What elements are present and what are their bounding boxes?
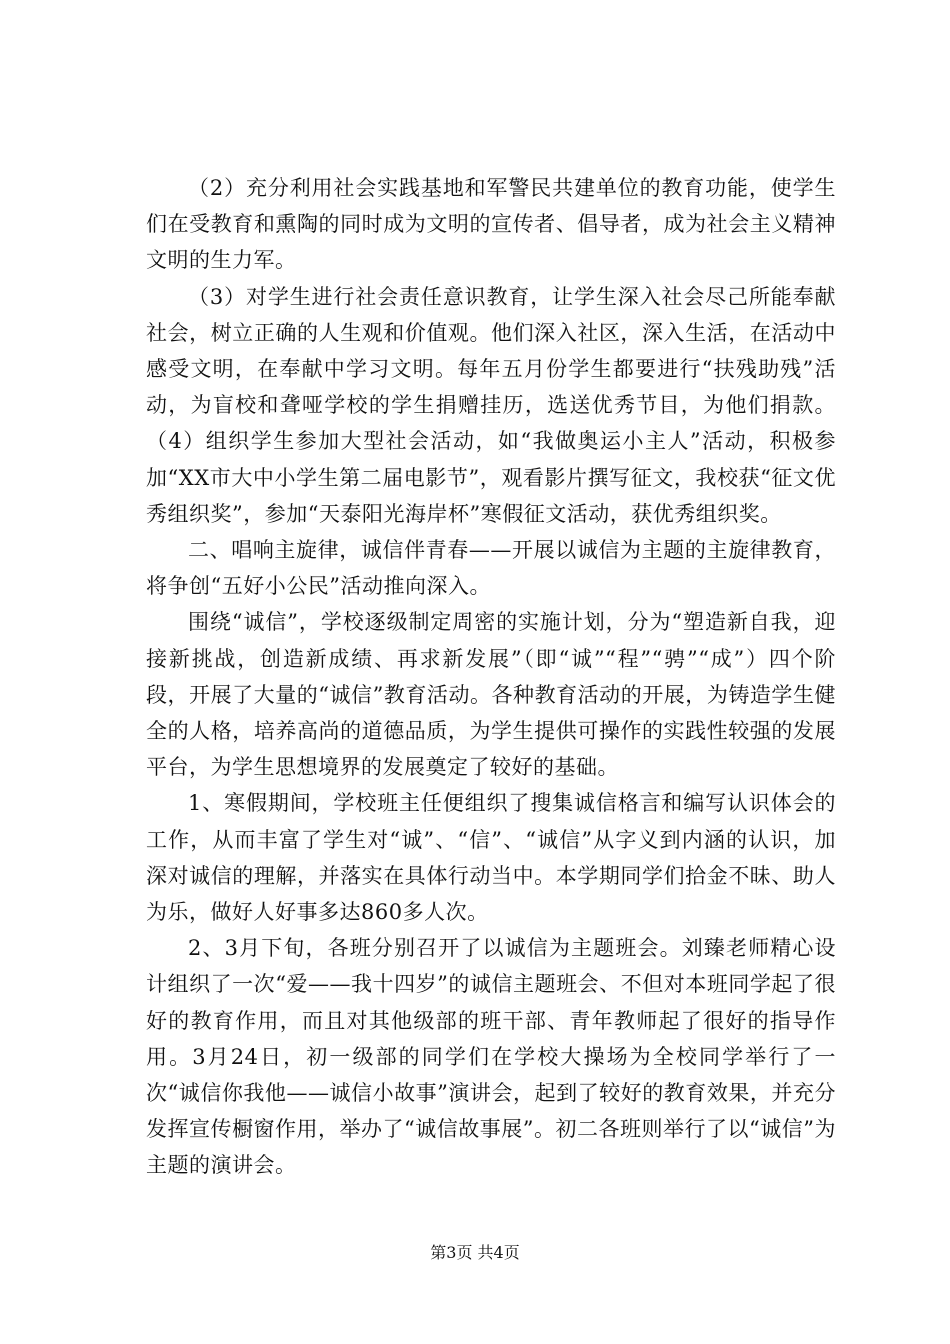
document-body <box>146 170 836 1184</box>
paragraph-social-practice-base: （2）充分利用社会实践基地和军警民共建单位的教育功能，使学生们在受教育和熏陶的同时成为文明的宣传者、倡导者，成为社会主义精神文明的生力军。 <box>146 176 836 273</box>
paragraph-social-responsibility: （3）对学生进行社会责任意识教育，让学生深入社会尽己所能奉献社会，树立正确的人生观和价值观。他们深入社区，深入生活，在活动中感受文明，在奉献中学习文明。每年五月份学生都要进行“扶残助残”活动，为盲校和聋哑学校的学生捐赠挂历，选送优秀节目，为他们捐款。（4）组织学生参加大型社会活动，如“我做奥运小主人”活动，积极参加“XX市大中小学生第二届电影节”，观看影片撰写征文，我校获“征文优秀组织奖”，参加“天泰阳光海岸杯”寒假征文活动，获优秀组织奖。 <box>146 284 836 526</box>
paragraph-section-two-heading: 二、唱响主旋律，诚信伴青春——开展以诚信为主题的主旋律教育，将争创“五好小公民”活动推向深入。 <box>146 538 836 599</box>
page-number-footer: 第3页 共4页 <box>430 1243 520 1262</box>
paragraph-integrity-plan: 围绕“诚信”，学校逐级制定周密的实施计划，分为“塑造新自我，迎接新挑战，创造新成绩、再求新发展”（即“诚”“程”“骋”“成”）四个阶段，开展了大量的“诚信”教育活动。各种教育活动的开展，为铸造学生健全的人格，培养高尚的道德品质，为学生提供可操作的实践性较强的发展平台，为学生思想境界的发展奠定了较好的基础。 <box>146 610 836 780</box>
paragraph-winter-vacation: 1、寒假期间，学校班主任便组织了搜集诚信格言和编写认识体会的工作，从而丰富了学生对“诚”、“信”、“诚信”从字义到内涵的认识，加深对诚信的理解，并落实在具体行动当中。本学期同学们拾金不昧、助人为乐，做好人好事多达860多人次。 <box>146 791 836 925</box>
paragraph-class-meetings: 2、3月下旬，各班分别召开了以诚信为主题班会。刘臻老师精心设计组织了一次“爱——我十四岁”的诚信主题班会、不但对本班同学起了很好的教育作用，而且对其他级部的班干部、青年教师起了很好的指导作用。3月24日，初一级部的同学们在学校大操场为全校同学举行了一次“诚信你我他——诚信小故事”演讲会，起到了较好的教育效果，并充分发挥宣传橱窗作用，举办了“诚信故事展”。初二各班则举行了以“诚信”为主题的演讲会。 <box>146 936 836 1178</box>
